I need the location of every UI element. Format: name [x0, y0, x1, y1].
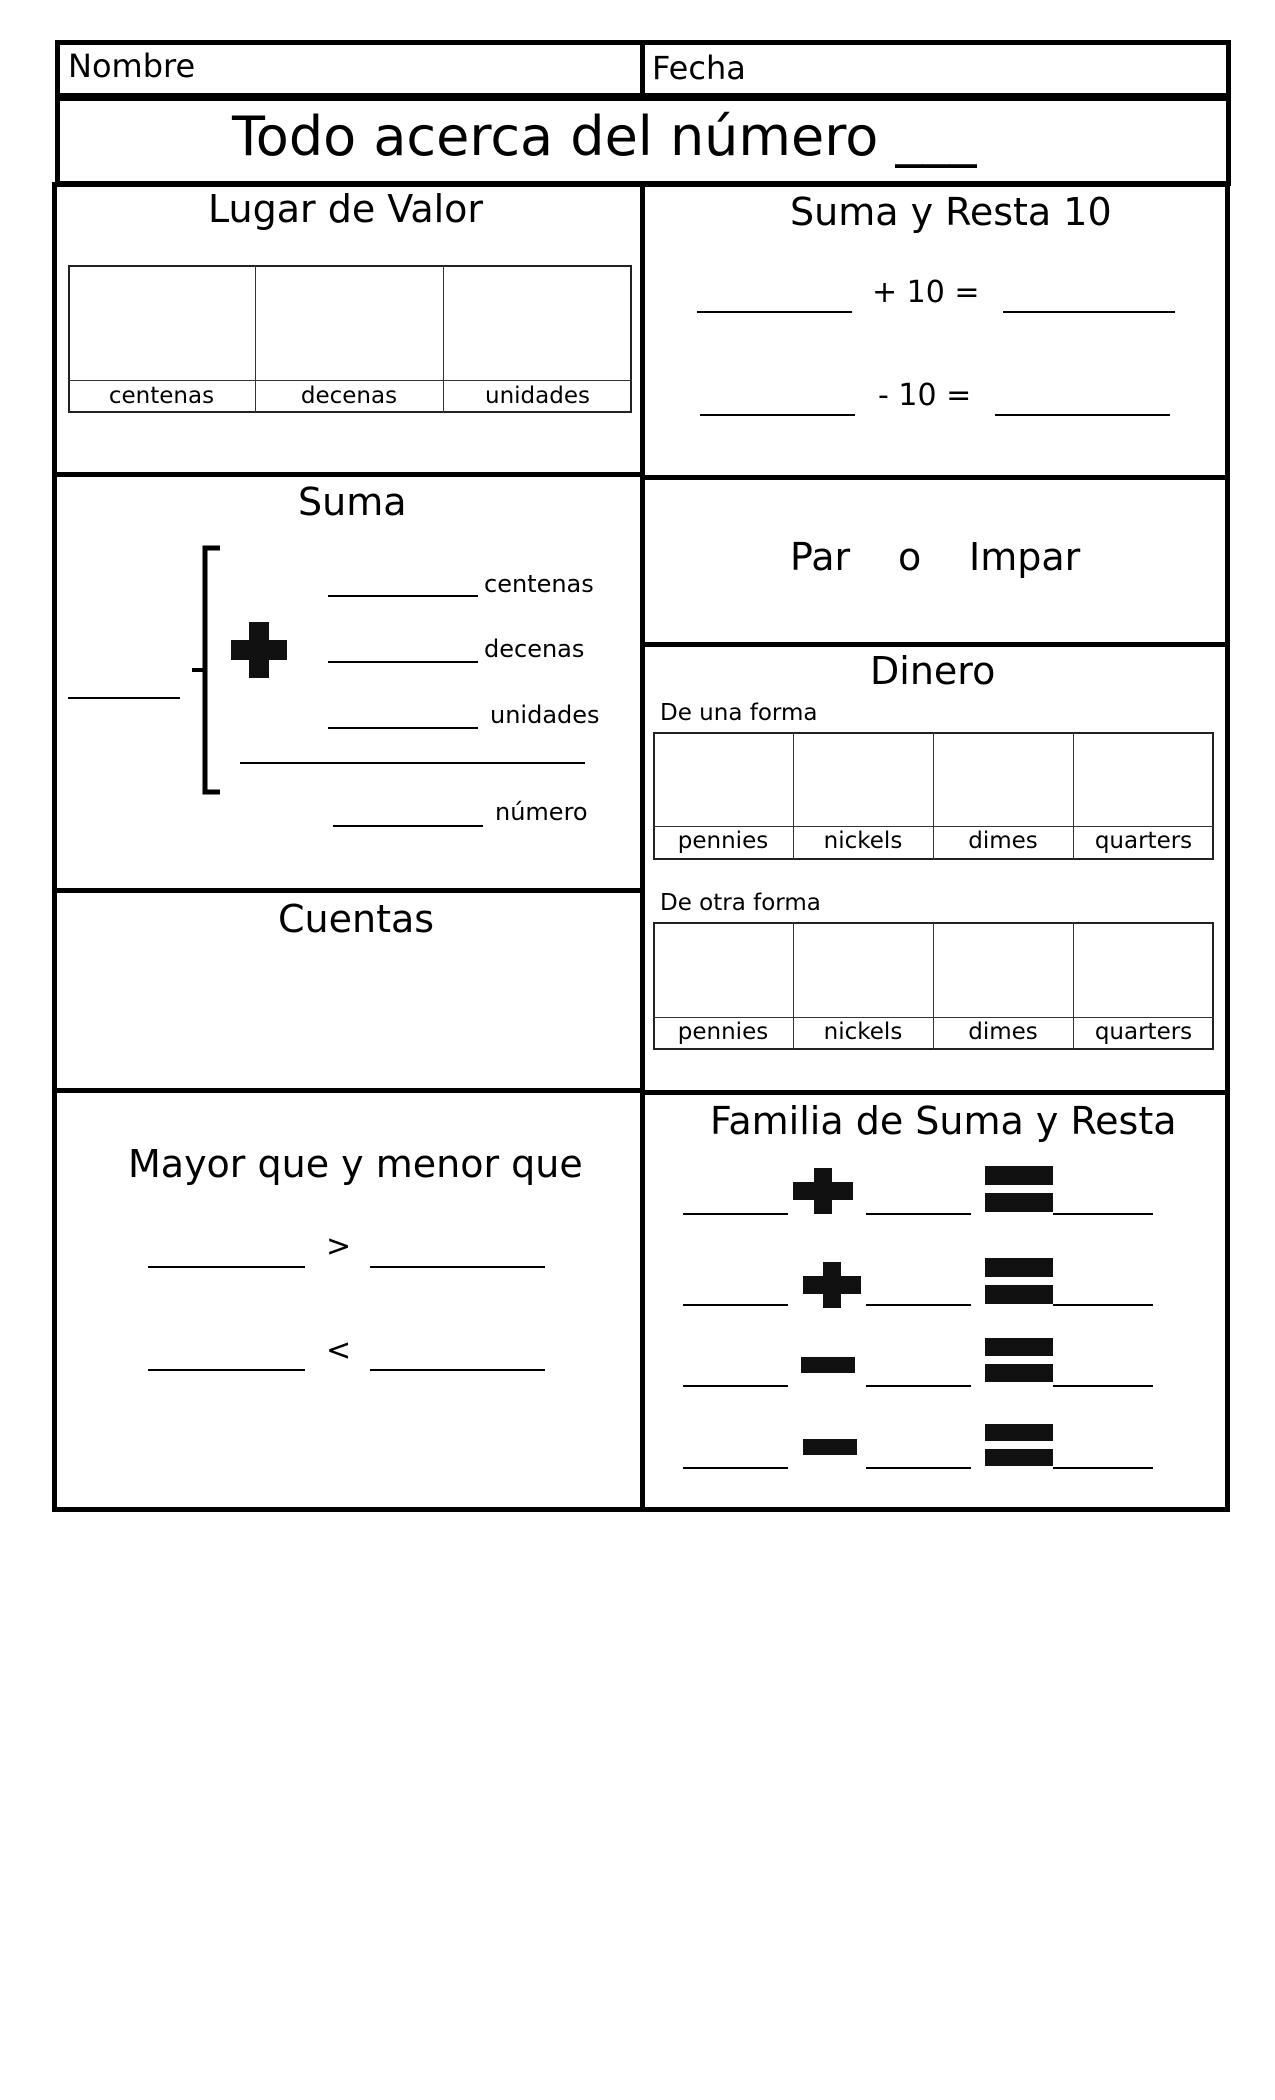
- suma-label-numero: número: [495, 798, 588, 826]
- answer-blank: [1003, 311, 1175, 313]
- or-label: o: [898, 535, 922, 579]
- coin-label-nickels: nickels: [823, 828, 903, 854]
- minus-icon: [801, 1357, 855, 1373]
- divider: [52, 888, 642, 893]
- bracket-icon: [180, 540, 230, 802]
- cuentas-heading: Cuentas: [278, 897, 435, 941]
- table-rule: [68, 380, 632, 381]
- answer-blank: [328, 595, 478, 597]
- answer-blank: [995, 414, 1170, 416]
- answer-blank: [866, 1213, 971, 1215]
- answer-blank: [333, 825, 483, 827]
- name-label: Nombre: [68, 47, 196, 85]
- coin-label-nickels: nickels: [823, 1019, 903, 1045]
- compare-heading: Mayor que y menor que: [128, 1142, 583, 1186]
- sum-rule: [240, 762, 585, 764]
- answer-blank: [148, 1369, 305, 1371]
- plus-icon: [229, 620, 289, 680]
- answer-blank: [68, 697, 180, 699]
- divider: [52, 472, 642, 477]
- divider: [640, 1090, 1230, 1095]
- column-label-decenas: decenas: [300, 383, 398, 409]
- plus-icon: [793, 1168, 853, 1214]
- equals-icon: [985, 1338, 1053, 1384]
- suma-heading: Suma: [298, 480, 407, 524]
- column-label-unidades: unidades: [485, 383, 590, 409]
- suma-label-unidades: unidades: [490, 701, 600, 729]
- family-heading: Familia de Suma y Resta: [710, 1099, 1177, 1143]
- minus-icon: [803, 1439, 857, 1455]
- date-label: Fecha: [652, 49, 746, 87]
- answer-blank: [328, 661, 478, 663]
- column-label-centenas: centenas: [108, 383, 215, 409]
- greater-than-sign: >: [326, 1229, 352, 1264]
- answer-blank: [700, 414, 855, 416]
- answer-blank: [1053, 1213, 1153, 1215]
- coin-label-pennies: pennies: [677, 828, 769, 854]
- answer-blank: [328, 727, 478, 729]
- minus-ten-label: - 10 =: [878, 378, 972, 413]
- suma-label-centenas: centenas: [484, 570, 594, 598]
- dinero-heading: Dinero: [870, 649, 996, 693]
- answer-blank: [683, 1304, 788, 1306]
- answer-blank: [370, 1266, 545, 1268]
- answer-blank: [1053, 1385, 1153, 1387]
- coin-label-quarters: quarters: [1094, 828, 1193, 854]
- answer-blank: [148, 1266, 305, 1268]
- center-divider: [640, 182, 645, 1512]
- plus-ten-label: + 10 =: [872, 275, 980, 310]
- answer-blank: [866, 1385, 971, 1387]
- equals-icon: [985, 1258, 1053, 1306]
- par-label: Par: [790, 535, 851, 579]
- equals-icon: [985, 1424, 1053, 1468]
- way-one-label: De una forma: [660, 700, 818, 726]
- coin-label-quarters: quarters: [1094, 1019, 1193, 1045]
- less-than-sign: <: [326, 1333, 352, 1368]
- page-title: Todo acerca del número ___: [232, 105, 977, 168]
- answer-blank: [1053, 1467, 1153, 1469]
- divider: [640, 475, 1230, 480]
- header-divider: [640, 40, 645, 98]
- suma-label-decenas: decenas: [484, 635, 585, 663]
- place-value-heading: Lugar de Valor: [208, 187, 484, 231]
- answer-blank: [370, 1369, 545, 1371]
- equals-icon: [985, 1166, 1053, 1214]
- answer-blank: [866, 1304, 971, 1306]
- way-two-label: De otra forma: [660, 890, 821, 916]
- divider: [640, 642, 1230, 647]
- answer-blank: [683, 1385, 788, 1387]
- answer-blank: [866, 1467, 971, 1469]
- answer-blank: [1053, 1304, 1153, 1306]
- coin-label-pennies: pennies: [677, 1019, 769, 1045]
- answer-blank: [683, 1467, 788, 1469]
- impar-label: Impar: [969, 535, 1081, 579]
- coin-label-dimes: dimes: [968, 1019, 1038, 1045]
- answer-blank: [697, 311, 852, 313]
- add-sub-10-heading: Suma y Resta 10: [790, 190, 1112, 234]
- answer-blank: [683, 1213, 788, 1215]
- divider: [52, 1088, 642, 1093]
- plus-icon: [803, 1262, 861, 1308]
- coin-label-dimes: dimes: [968, 828, 1038, 854]
